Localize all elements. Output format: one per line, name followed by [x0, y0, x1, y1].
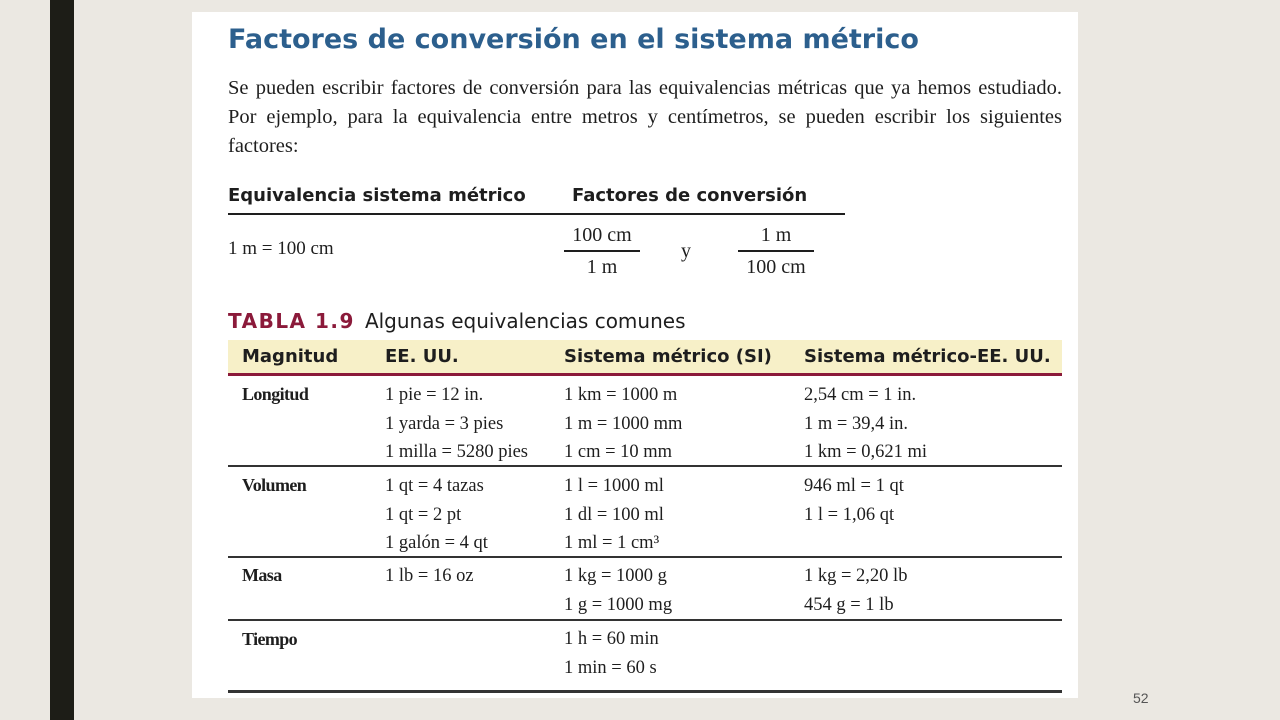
column-header: Sistema métrico (SI) — [564, 346, 772, 367]
table-number: TABLA 1.9 — [228, 309, 355, 333]
row-magnitude: Masa — [242, 565, 282, 585]
equivalence-header: Equivalencia sistema métrico — [228, 185, 526, 206]
table-cell-si-us: 1 kg = 2,20 lb 454 g = 1 lb — [804, 566, 908, 615]
column-header: Sistema métrico-EE. UU. — [804, 346, 1051, 367]
factor-denominator: 1 m — [586, 256, 618, 278]
row-magnitude: Longitud — [242, 384, 309, 404]
intro-paragraph: Se pueden escribir factores de conversión para las equivalencias métricas que ya hemos estudiado. Por ejemplo, para la equivalencia entre metros y centímetros, se pueden escribir los siguientes factores: — [228, 77, 1062, 157]
connector-word: y — [681, 240, 691, 262]
divider — [228, 213, 845, 215]
table-cell-si: 1 h = 60 min 1 min = 60 s — [564, 629, 659, 678]
table-caption-text: Algunas equivalencias comunes — [364, 309, 686, 333]
textbook-page — [192, 12, 1078, 698]
factor-numerator: 1 m — [760, 224, 792, 246]
row-divider — [228, 619, 1062, 621]
table-cell-si: 1 kg = 1000 g 1 g = 1000 mg — [564, 566, 673, 615]
table-cell-si: 1 l = 1000 ml 1 dl = 100 ml 1 ml = 1 cm³ — [564, 476, 664, 553]
table-caption — [228, 309, 686, 333]
row-magnitude: Volumen — [242, 475, 307, 495]
factor-numerator: 100 cm — [572, 224, 632, 246]
row-magnitude: Tiempo — [242, 629, 298, 649]
table-header-rule — [228, 373, 1062, 376]
page-title: Factores de conversión en el sistema métrico — [228, 24, 919, 55]
table-cell-us: 1 qt = 4 tazas 1 qt = 2 pt 1 galón = 4 qt — [385, 476, 488, 553]
slide-accent-bar — [50, 0, 74, 720]
row-divider — [228, 465, 1062, 467]
slide-page-number: 52 — [1133, 690, 1149, 706]
column-header: Magnitud — [242, 346, 339, 367]
table-cell-us: 1 pie = 12 in. 1 yarda = 3 pies 1 milla = 5280 pies — [385, 385, 529, 462]
conversion-factor-1 — [562, 222, 642, 280]
table-cell-si-us: 946 ml = 1 qt 1 l = 1,06 qt — [804, 476, 904, 525]
equivalence-equation: 1 m = 100 cm — [228, 238, 334, 259]
column-header: EE. UU. — [385, 346, 459, 367]
table-cell-si: 1 km = 1000 m 1 m = 1000 mm 1 cm = 10 mm — [564, 385, 683, 462]
table-bottom-rule — [228, 690, 1062, 693]
row-divider — [228, 556, 1062, 558]
table-cell-si-us: 2,54 cm = 1 in. 1 m = 39,4 in. 1 km = 0,621 mi — [804, 385, 927, 462]
conversion-factors-header: Factores de conversión — [572, 185, 808, 206]
conversion-factor-2 — [736, 222, 816, 280]
factor-denominator: 100 cm — [746, 256, 806, 278]
table-cell-us: 1 lb = 16 oz — [385, 566, 474, 586]
